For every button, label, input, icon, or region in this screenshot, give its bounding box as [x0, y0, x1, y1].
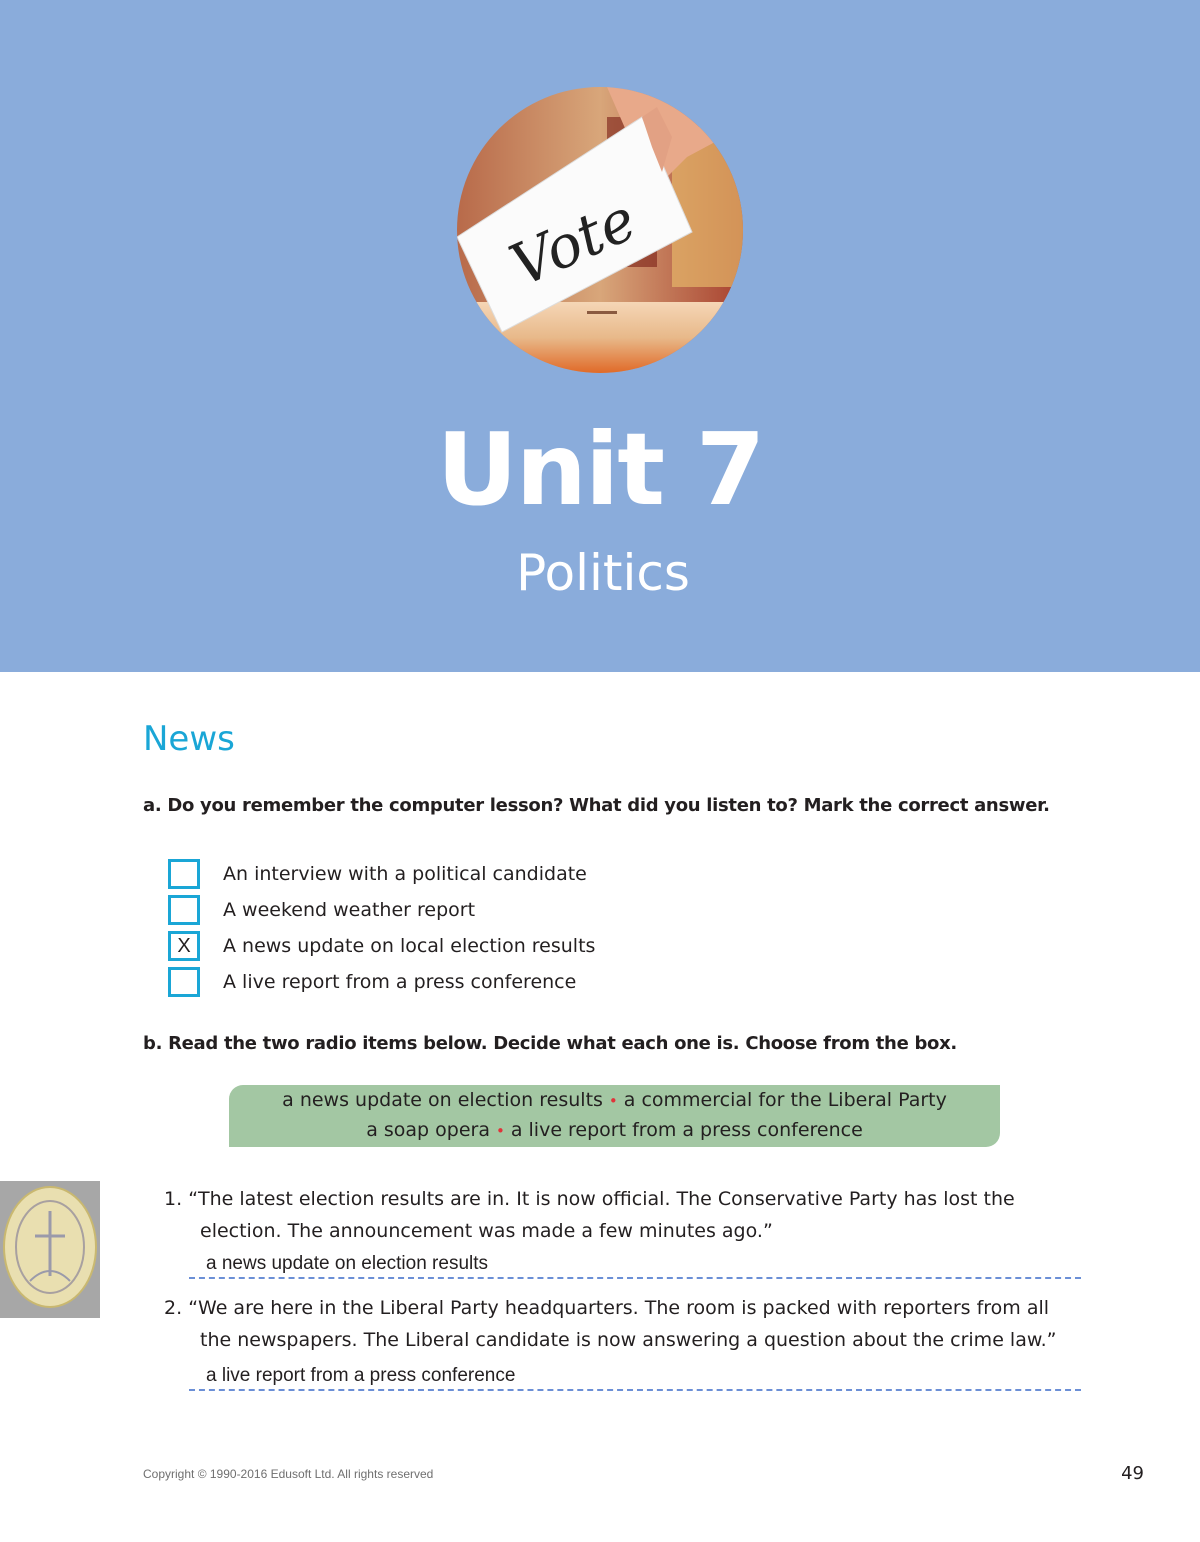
item-text-line2: the newspapers. The Liberal candidate is now answering a question about the crime law.” [200, 1329, 1057, 1351]
item-number: 1. [164, 1188, 183, 1210]
item-text-line1: “The latest election results are in. It is now official. The Conservative Party has lost the [188, 1188, 1015, 1210]
word-box [229, 1085, 1000, 1147]
option-label: A live report from a press conference [223, 971, 577, 993]
answer-line-1[interactable]: a news update on election results [189, 1253, 1081, 1279]
bullet-separator: • [495, 1122, 505, 1140]
copyright-notice: Copyright © 1990-2016 Edusoft Ltd. All rights reserved [143, 1467, 434, 1481]
answer-options [168, 856, 595, 1000]
vote-photo [457, 87, 743, 373]
item-text-line1: “We are here in the Liberal Party headquarters. The room is packed with reporters from all [188, 1297, 1050, 1319]
vote-handwriting: Vote [500, 185, 646, 300]
option-item [168, 892, 595, 928]
radio-item-1 [164, 1188, 1015, 1242]
question-b-prompt: b. Read the two radio items below. Decide what each one is. Choose from the box. [143, 1033, 957, 1054]
item-text-line2: election. The announcement was made a few minutes ago.” [200, 1220, 773, 1242]
university-seal [0, 1181, 100, 1318]
unit-subtitle: Politics [516, 544, 690, 602]
option-checkbox[interactable] [168, 895, 200, 925]
answer-line-2[interactable]: a live report from a press conference [189, 1365, 1081, 1391]
option-label: An interview with a political candidate [223, 863, 587, 885]
word-choice: a commercial for the Liberal Party [623, 1089, 947, 1111]
radio-item-2 [164, 1297, 1057, 1351]
unit-title: Unit 7 [436, 411, 764, 528]
question-a-prompt: a. Do you remember the computer lesson? What did you listen to? Mark the correct answer. [143, 795, 1050, 816]
option-checkbox[interactable] [168, 967, 200, 997]
option-item [168, 928, 595, 964]
option-label: A news update on local election results [223, 935, 596, 957]
option-checkbox[interactable] [168, 859, 200, 889]
word-choice: a live report from a press conference [510, 1119, 863, 1141]
option-item [168, 964, 595, 1000]
unit-banner [0, 0, 1200, 672]
word-box-row [366, 1116, 863, 1146]
bullet-separator: • [608, 1092, 618, 1110]
ballot-illustration [457, 87, 743, 373]
section-title: News [143, 719, 235, 759]
option-checkbox-checked[interactable]: X [168, 931, 200, 961]
page-number: 49 [1121, 1463, 1144, 1484]
option-label: A weekend weather report [223, 899, 476, 921]
word-box-row [282, 1086, 947, 1116]
word-choice: a soap opera [366, 1119, 490, 1141]
item-number: 2. [164, 1297, 183, 1319]
word-choice: a news update on election results [282, 1089, 603, 1111]
option-item [168, 856, 595, 892]
